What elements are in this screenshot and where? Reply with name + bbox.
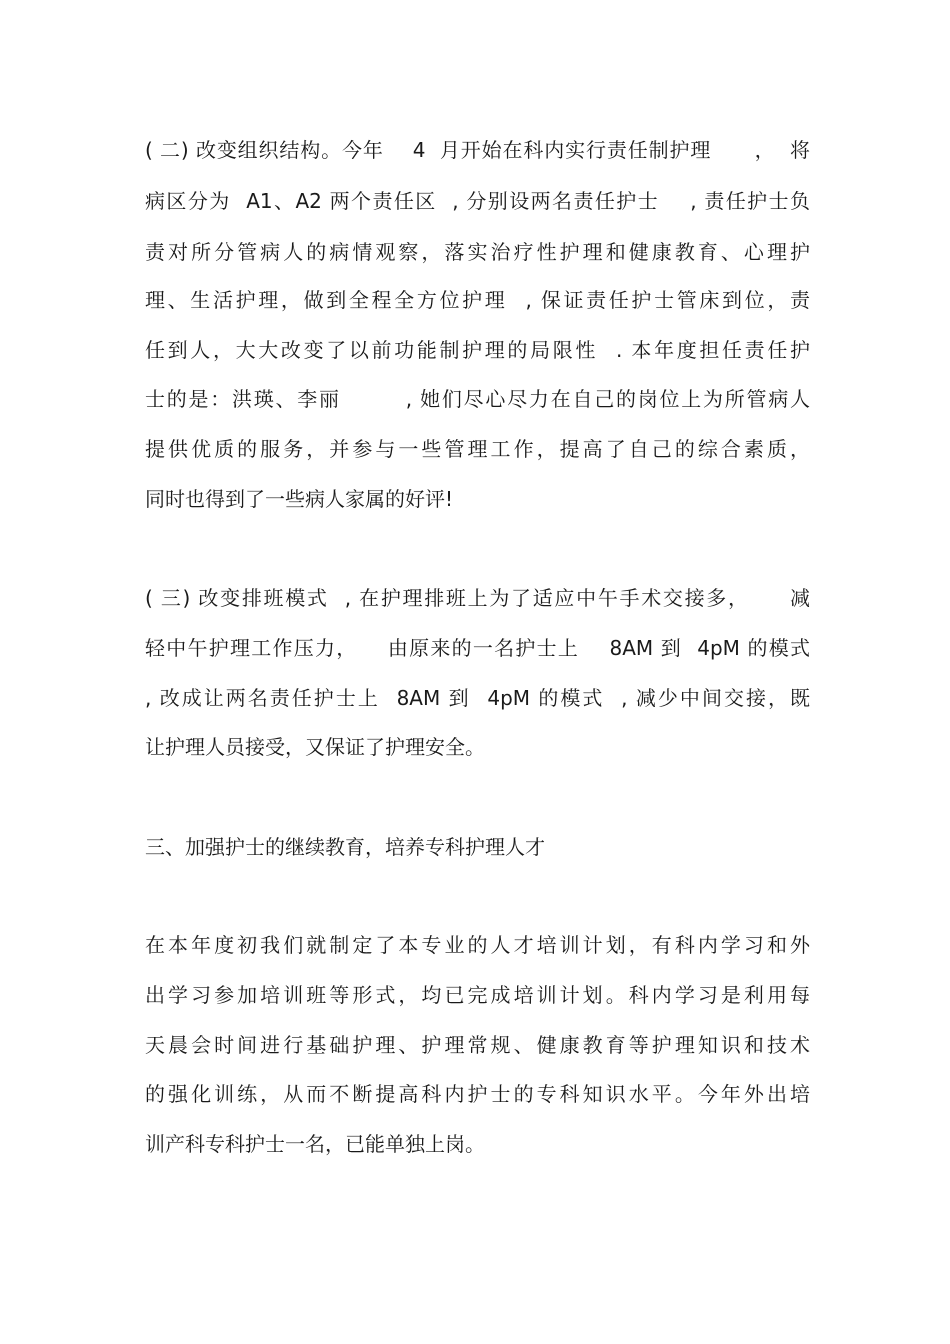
paragraph-2-line-1: ( 三) 改变排班模式 , 在护理排班上为了适应中午手术交接多， 减 <box>145 586 810 610</box>
paragraph-4-line-1: 在本年度初我们就制定了本专业的人才培训计划，有科内学习和外 <box>145 933 810 957</box>
paragraph-1-line-3: 责对所分管病人的病情观察，落实治疗性护理和健康教育、心理护 <box>145 240 810 264</box>
paragraph-1-line-1: ( 二) 改变组织结构。今年 4 月开始在科内实行责任制护理 ， 将 <box>145 138 810 162</box>
paragraph-4-line-5: 训产科专科护士一名，已能单独上岗。 <box>145 1132 485 1156</box>
paragraph-1-line-4: 理、生活护理，做到全程全方位护理 , 保证责任护士管床到位，责 <box>145 288 810 312</box>
section-heading: 三、加强护士的继续教育，培养专科护理人才 <box>145 835 545 859</box>
paragraph-1-line-8: 同时也得到了一些病人家属的好评! <box>145 487 454 511</box>
paragraph-1-line-2: 病区分为 A1、A2 两个责任区 , 分别设两名责任护士 , 责任护士负 <box>145 189 810 213</box>
paragraph-2-line-4: 让护理人员接受，又保证了护理安全。 <box>145 735 485 759</box>
paragraph-1-line-6: 士的是：洪瑛、李丽 , 她们尽心尽力在自己的岗位上为所管病人 <box>145 387 810 411</box>
paragraph-4-line-2: 出学习参加培训班等形式，均已完成培训计划。科内学习是利用每 <box>145 983 810 1007</box>
paragraph-4-line-4: 的强化训练，从而不断提高科内护士的专科知识水平。今年外出培 <box>145 1082 810 1106</box>
paragraph-1-line-5: 任到人，大大改变了以前功能制护理的局限性 . 本年度担任责任护 <box>145 338 810 362</box>
paragraph-2-line-3: , 改成让两名责任护士上 8AM 到 4pM 的模式 , 减少中间交接，既 <box>145 686 810 710</box>
paragraph-4-line-3: 天晨会时间进行基础护理、护理常规、健康教育等护理知识和技术 <box>145 1033 810 1057</box>
paragraph-1-line-7: 提供优质的服务，并参与一些管理工作，提高了自己的综合素质， <box>145 437 810 461</box>
paragraph-2-line-2: 轻中午护理工作压力， 由原来的一名护士上 8AM 到 4pM 的模式 <box>145 636 810 660</box>
